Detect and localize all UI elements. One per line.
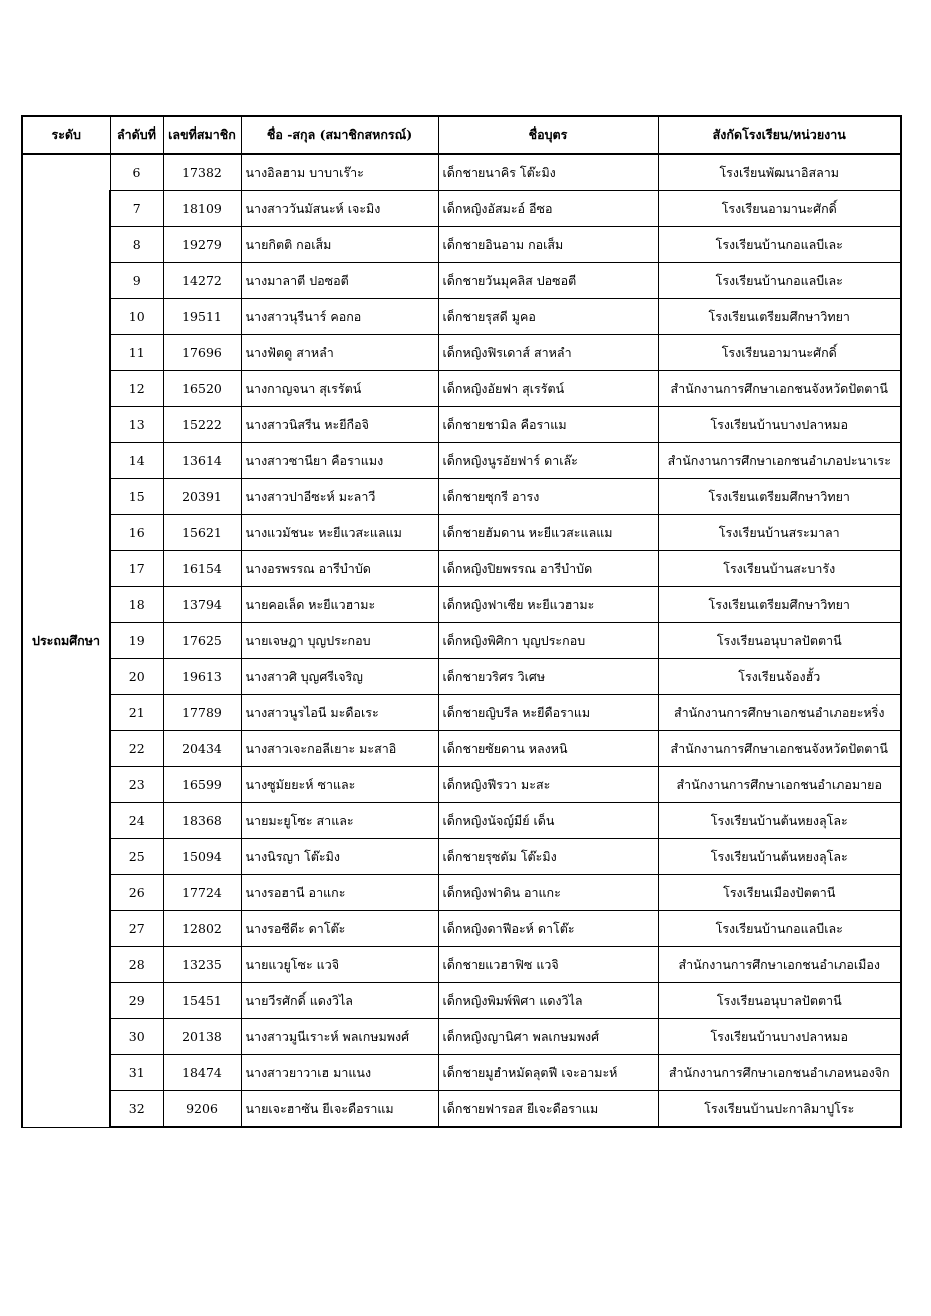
school-cell: สำนักงานการศึกษาเอกชนจังหวัดปัตตานี bbox=[658, 731, 901, 767]
school-cell: โรงเรียนบ้านปะกาลิมาปูโระ bbox=[658, 1091, 901, 1128]
order-cell: 27 bbox=[110, 911, 163, 947]
member-name-cell: นางรอซีดีะ ดาโต๊ะ bbox=[241, 911, 438, 947]
member-name-cell: นางสาวนิสรีน หะยีกือจิ bbox=[241, 407, 438, 443]
header-member-no: เลขที่สมาชิก bbox=[163, 116, 241, 154]
member-no-cell: 18109 bbox=[163, 191, 241, 227]
member-no-cell: 15222 bbox=[163, 407, 241, 443]
member-no-cell: 13794 bbox=[163, 587, 241, 623]
school-cell: โรงเรียนบ้านกอแลบีเละ bbox=[658, 263, 901, 299]
child-name-cell: เด็กชายฟารอส ยีเจะดือราแม bbox=[438, 1091, 658, 1128]
table-row bbox=[22, 1091, 901, 1128]
member-no-cell: 19511 bbox=[163, 299, 241, 335]
member-name-cell: นางสาวเจะกอลีเยาะ มะสาอิ bbox=[241, 731, 438, 767]
table-row bbox=[22, 335, 901, 371]
order-cell: 21 bbox=[110, 695, 163, 731]
school-cell: สำนักงานการศึกษาเอกชนอำเภอหนองจิก bbox=[658, 1055, 901, 1091]
school-cell: โรงเรียนบ้านต้นหยงลุโละ bbox=[658, 803, 901, 839]
order-cell: 17 bbox=[110, 551, 163, 587]
header-member-name: ชื่อ -สกุล (สมาชิกสหกรณ์) bbox=[241, 116, 438, 154]
member-name-cell: นางฟัตดู สาหลำ bbox=[241, 335, 438, 371]
order-cell: 24 bbox=[110, 803, 163, 839]
order-cell: 14 bbox=[110, 443, 163, 479]
member-no-cell: 17625 bbox=[163, 623, 241, 659]
member-no-cell: 19279 bbox=[163, 227, 241, 263]
order-cell: 11 bbox=[110, 335, 163, 371]
school-cell: โรงเรียนบ้านสระมาลา bbox=[658, 515, 901, 551]
table-row bbox=[22, 227, 901, 263]
child-name-cell: เด็กชายชามิล คือราแม bbox=[438, 407, 658, 443]
member-name-cell: นางรอฮานี อาแกะ bbox=[241, 875, 438, 911]
member-no-cell: 16520 bbox=[163, 371, 241, 407]
school-cell: โรงเรียนบ้านกอแลบีเละ bbox=[658, 227, 901, 263]
member-no-cell: 17724 bbox=[163, 875, 241, 911]
child-name-cell: เด็กหญิงพิศิกา บุญประกอบ bbox=[438, 623, 658, 659]
order-cell: 9 bbox=[110, 263, 163, 299]
level-cell: ประถมศึกษา bbox=[22, 154, 110, 1127]
table-row bbox=[22, 587, 901, 623]
school-cell: สำนักงานการศึกษาเอกชนอำเภอมายอ bbox=[658, 767, 901, 803]
order-cell: 32 bbox=[110, 1091, 163, 1128]
child-name-cell: เด็กชายมูฮำหมัดลุตฟี เจะอามะห์ bbox=[438, 1055, 658, 1091]
table-row bbox=[22, 947, 901, 983]
order-cell: 31 bbox=[110, 1055, 163, 1091]
member-name-cell: นางสาวยาวาเฮ มาแนง bbox=[241, 1055, 438, 1091]
child-name-cell: เด็กชายอินอาม กอเส็ม bbox=[438, 227, 658, 263]
member-name-cell: นางมาลาตี ปอซอตี bbox=[241, 263, 438, 299]
member-name-cell: นางสาวนูรไอนี มะดือเระ bbox=[241, 695, 438, 731]
child-name-cell: เด็กหญิงอัสมะอ์ อีซอ bbox=[438, 191, 658, 227]
member-name-cell: นางสาวมูนีเราะห์ พลเกษมพงศ์ bbox=[241, 1019, 438, 1055]
school-cell: โรงเรียนอนุบาลปัตตานี bbox=[658, 983, 901, 1019]
table-row bbox=[22, 911, 901, 947]
table-row bbox=[22, 659, 901, 695]
school-cell: สำนักงานการศึกษาเอกชนอำเภอปะนาเระ bbox=[658, 443, 901, 479]
member-name-cell: นายแวยูโซะ แวจิ bbox=[241, 947, 438, 983]
child-name-cell: เด็กชายนาคิร โต๊ะมิง bbox=[438, 154, 658, 191]
child-name-cell: เด็กหญิงฟีรวา มะสะ bbox=[438, 767, 658, 803]
school-cell: โรงเรียนพัฒนาอิสลาม bbox=[658, 154, 901, 191]
school-cell: โรงเรียนบ้านสะบารัง bbox=[658, 551, 901, 587]
member-no-cell: 16154 bbox=[163, 551, 241, 587]
member-name-cell: นางนิรญา โต๊ะมิง bbox=[241, 839, 438, 875]
table-row bbox=[22, 407, 901, 443]
school-cell: สำนักงานการศึกษาเอกชนอำเภอยะหริ่ง bbox=[658, 695, 901, 731]
member-no-cell: 14272 bbox=[163, 263, 241, 299]
child-name-cell: เด็กหญิงญานิศา พลเกษมพงศ์ bbox=[438, 1019, 658, 1055]
table-row bbox=[22, 299, 901, 335]
order-cell: 19 bbox=[110, 623, 163, 659]
member-name-cell: นายกิตติ กอเส็ม bbox=[241, 227, 438, 263]
child-name-cell: เด็กหญิงพิมพ์พิศา แดงวิไล bbox=[438, 983, 658, 1019]
member-name-cell: นายวีรศักดิ์ แดงวิไล bbox=[241, 983, 438, 1019]
member-name-cell: นายมะยูโซะ สาและ bbox=[241, 803, 438, 839]
order-cell: 12 bbox=[110, 371, 163, 407]
child-name-cell: เด็กหญิงนัจญ์มีย์ เด็น bbox=[438, 803, 658, 839]
child-name-cell: เด็กหญิงฟิรเดาส์ สาหลำ bbox=[438, 335, 658, 371]
child-name-cell: เด็กหญิงฟาดิน อาแกะ bbox=[438, 875, 658, 911]
school-cell: โรงเรียนบ้านบางปลาหมอ bbox=[658, 407, 901, 443]
order-cell: 10 bbox=[110, 299, 163, 335]
header-order: ลำดับที่ bbox=[110, 116, 163, 154]
member-no-cell: 13235 bbox=[163, 947, 241, 983]
child-name-cell: เด็กชายวริศร วิเศษ bbox=[438, 659, 658, 695]
child-name-cell: เด็กชายวันมุคลิส ปอซอตี bbox=[438, 263, 658, 299]
member-no-cell: 15621 bbox=[163, 515, 241, 551]
table-row bbox=[22, 479, 901, 515]
order-cell: 22 bbox=[110, 731, 163, 767]
member-name-cell: นายเจษฎา บุญประกอบ bbox=[241, 623, 438, 659]
member-no-cell: 20434 bbox=[163, 731, 241, 767]
order-cell: 28 bbox=[110, 947, 163, 983]
school-cell: โรงเรียนอามานะศักดิ์ bbox=[658, 335, 901, 371]
member-name-cell: นางสาวปาอีซะห์ มะลาวี bbox=[241, 479, 438, 515]
table-row bbox=[22, 731, 901, 767]
table-row bbox=[22, 1019, 901, 1055]
table-row bbox=[22, 983, 901, 1019]
child-name-cell: เด็กหญิงปิยพรรณ อารีบำบัด bbox=[438, 551, 658, 587]
school-cell: โรงเรียนเมืองปัตตานี bbox=[658, 875, 901, 911]
scholarship-roster-table bbox=[21, 115, 902, 1128]
child-name-cell: เด็กหญิงฟาเซีย หะยีแวฮามะ bbox=[438, 587, 658, 623]
order-cell: 6 bbox=[110, 154, 163, 191]
member-no-cell: 20138 bbox=[163, 1019, 241, 1055]
table-row bbox=[22, 551, 901, 587]
order-cell: 8 bbox=[110, 227, 163, 263]
school-cell: โรงเรียนบ้านต้นหยงลุโละ bbox=[658, 839, 901, 875]
member-no-cell: 13614 bbox=[163, 443, 241, 479]
child-name-cell: เด็กชายรุสดี มูคอ bbox=[438, 299, 658, 335]
member-name-cell: นางสาวศิ บุญศรีเจริญ bbox=[241, 659, 438, 695]
table-row bbox=[22, 803, 901, 839]
member-name-cell: นางอิลฮาม บาบาเร๊าะ bbox=[241, 154, 438, 191]
member-name-cell: นายเจะฮาซัน ยีเจะดือราแม bbox=[241, 1091, 438, 1128]
child-name-cell: เด็กหญิงอัยฟา สุเรรัตน์ bbox=[438, 371, 658, 407]
table-row bbox=[22, 371, 901, 407]
table-row bbox=[22, 154, 901, 191]
order-cell: 30 bbox=[110, 1019, 163, 1055]
school-cell: โรงเรียนเตรียมศึกษาวิทยา bbox=[658, 587, 901, 623]
member-no-cell: 15094 bbox=[163, 839, 241, 875]
table-row bbox=[22, 191, 901, 227]
order-cell: 16 bbox=[110, 515, 163, 551]
table-row bbox=[22, 443, 901, 479]
child-name-cell: เด็กหญิงดาฟีอะห์ ดาโต๊ะ bbox=[438, 911, 658, 947]
order-cell: 29 bbox=[110, 983, 163, 1019]
table-row bbox=[22, 263, 901, 299]
member-no-cell: 19613 bbox=[163, 659, 241, 695]
order-cell: 26 bbox=[110, 875, 163, 911]
member-no-cell: 12802 bbox=[163, 911, 241, 947]
table-row bbox=[22, 1055, 901, 1091]
order-cell: 23 bbox=[110, 767, 163, 803]
member-no-cell: 18368 bbox=[163, 803, 241, 839]
order-cell: 18 bbox=[110, 587, 163, 623]
child-name-cell: เด็กชายฮัมดาน หะยีแวสะแลแม bbox=[438, 515, 658, 551]
table-row bbox=[22, 623, 901, 659]
child-name-cell: เด็กชายซัยดาน หลงหนิ bbox=[438, 731, 658, 767]
school-cell: โรงเรียนจ้องฮั้ว bbox=[658, 659, 901, 695]
order-cell: 13 bbox=[110, 407, 163, 443]
child-name-cell: เด็กชายรุซดัม โต๊ะมิง bbox=[438, 839, 658, 875]
child-name-cell: เด็กชายแวฮาฟิซ แวจิ bbox=[438, 947, 658, 983]
member-name-cell: นางอรพรรณ อารีบำบัด bbox=[241, 551, 438, 587]
child-name-cell: เด็กชายญิบรีล หะยีดือราแม bbox=[438, 695, 658, 731]
school-cell: โรงเรียนอามานะศักดิ์ bbox=[658, 191, 901, 227]
table-row bbox=[22, 767, 901, 803]
table-header-row bbox=[22, 116, 901, 154]
school-cell: โรงเรียนบ้านกอแลบีเละ bbox=[658, 911, 901, 947]
table-row bbox=[22, 875, 901, 911]
header-school: สังกัดโรงเรียน/หน่วยงาน bbox=[658, 116, 901, 154]
order-cell: 20 bbox=[110, 659, 163, 695]
order-cell: 7 bbox=[110, 191, 163, 227]
member-no-cell: 17789 bbox=[163, 695, 241, 731]
member-no-cell: 17696 bbox=[163, 335, 241, 371]
child-name-cell: เด็กชายซุกรี อารง bbox=[438, 479, 658, 515]
school-cell: สำนักงานการศึกษาเอกชนจังหวัดปัตตานี bbox=[658, 371, 901, 407]
member-name-cell: นางสาวซานียา คือราแมง bbox=[241, 443, 438, 479]
member-name-cell: นางซูมัยยะห์ ซาและ bbox=[241, 767, 438, 803]
member-name-cell: นายคอเล็ด หะยีแวฮามะ bbox=[241, 587, 438, 623]
child-name-cell: เด็กหญิงนูรอัยฟาร์ ดาเล๊ะ bbox=[438, 443, 658, 479]
table-row bbox=[22, 695, 901, 731]
member-no-cell: 9206 bbox=[163, 1091, 241, 1128]
table-row bbox=[22, 515, 901, 551]
school-cell: โรงเรียนเตรียมศึกษาวิทยา bbox=[658, 299, 901, 335]
order-cell: 15 bbox=[110, 479, 163, 515]
school-cell: โรงเรียนเตรียมศึกษาวิทยา bbox=[658, 479, 901, 515]
header-child-name: ชื่อบุตร bbox=[438, 116, 658, 154]
member-no-cell: 15451 bbox=[163, 983, 241, 1019]
member-no-cell: 18474 bbox=[163, 1055, 241, 1091]
order-cell: 25 bbox=[110, 839, 163, 875]
table-body bbox=[22, 154, 901, 1127]
school-cell: สำนักงานการศึกษาเอกชนอำเภอเมือง bbox=[658, 947, 901, 983]
school-cell: โรงเรียนบ้านบางปลาหมอ bbox=[658, 1019, 901, 1055]
member-name-cell: นางสาววันมัสนะห์ เจะมิง bbox=[241, 191, 438, 227]
member-no-cell: 20391 bbox=[163, 479, 241, 515]
member-no-cell: 16599 bbox=[163, 767, 241, 803]
table-row bbox=[22, 839, 901, 875]
member-name-cell: นางแวมัชนะ หะยีแวสะแลแม bbox=[241, 515, 438, 551]
member-no-cell: 17382 bbox=[163, 154, 241, 191]
header-level: ระดับ bbox=[22, 116, 110, 154]
member-name-cell: นางสาวนุรีนาร์ คอกอ bbox=[241, 299, 438, 335]
member-name-cell: นางกาญจนา สุเรรัตน์ bbox=[241, 371, 438, 407]
school-cell: โรงเรียนอนุบาลปัตตานี bbox=[658, 623, 901, 659]
